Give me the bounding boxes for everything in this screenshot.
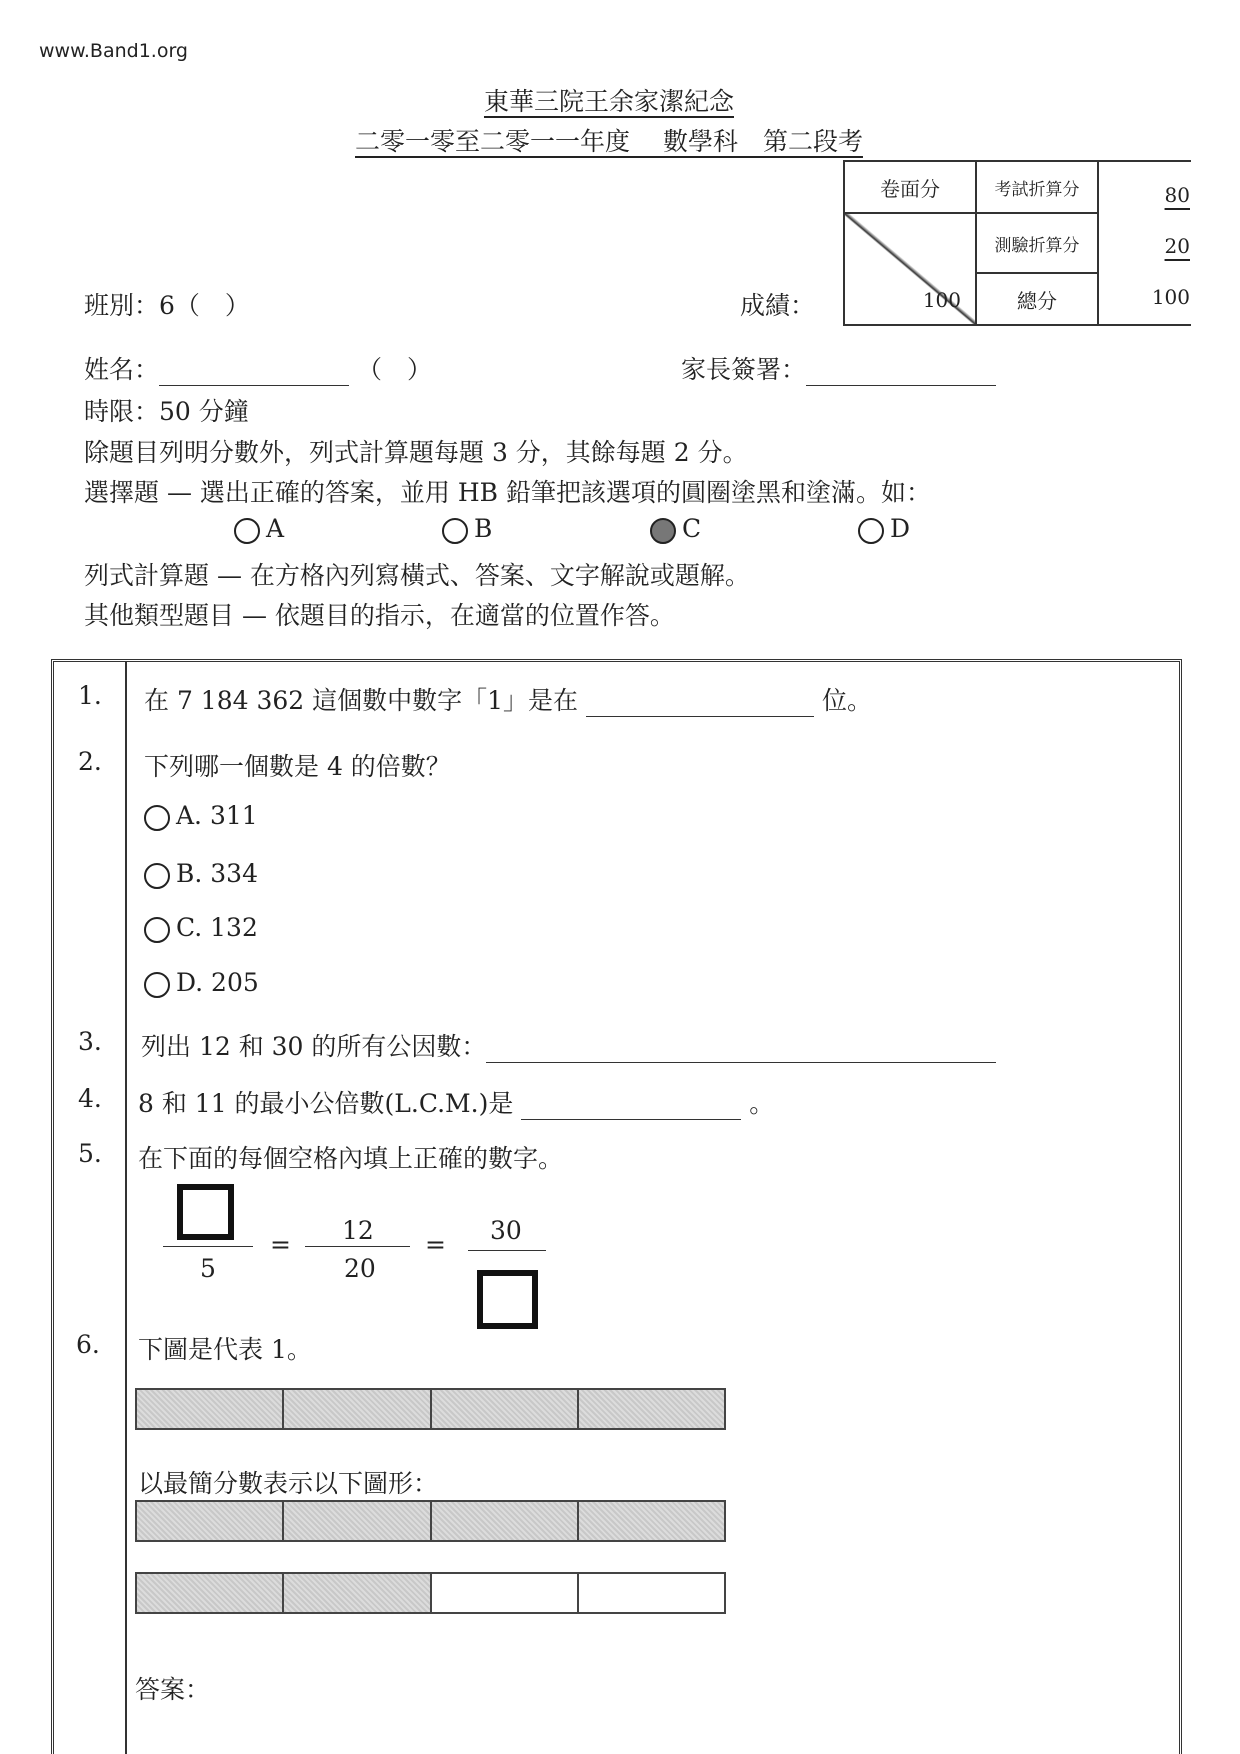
q3-text: 列出 12 和 30 的所有公因數： xyxy=(141,1032,487,1061)
parent-sign-label: 家長簽署： xyxy=(681,355,807,384)
q3-number: 3. xyxy=(78,1027,102,1056)
q3-answer-field[interactable] xyxy=(486,1062,996,1063)
test-converted-label: 測驗折算分 xyxy=(976,213,1098,273)
q2-option-d[interactable]: D. 205 xyxy=(144,968,259,998)
q5-numerator-3: 30 xyxy=(490,1216,522,1245)
q1-number: 1. xyxy=(78,681,102,710)
circle-icon xyxy=(144,972,170,998)
q2-option-c[interactable]: C. 132 xyxy=(144,913,258,943)
fraction-bar xyxy=(305,1246,410,1247)
total-max: 100 xyxy=(1151,285,1190,309)
school-name: 東華三院王余家潔紀念 xyxy=(483,87,734,116)
test-max: 20 xyxy=(1164,234,1190,258)
number-column-divider xyxy=(125,662,127,1754)
q4-number: 4. xyxy=(78,1084,102,1113)
q1-answer-field[interactable] xyxy=(586,716,814,717)
circle-icon xyxy=(144,917,170,943)
q4-suffix: 。 xyxy=(749,1089,775,1118)
instruction-2: 選擇題 — 選出正確的答案，並用 HB 鉛筆把該選項的圓圈塗黑和塗滿。如： xyxy=(84,478,931,507)
circle-icon xyxy=(234,518,260,544)
paper-max: 100 xyxy=(844,213,976,325)
q2-number: 2. xyxy=(78,747,102,776)
fraction-bar xyxy=(163,1246,253,1247)
q2-text: 下列哪一個數是 4 的倍數？ xyxy=(144,752,451,781)
equals-sign: = xyxy=(425,1230,446,1259)
q5-denominator-box[interactable] xyxy=(477,1270,538,1329)
q6-answer-label: 答案： xyxy=(135,1675,211,1704)
fraction-bar xyxy=(468,1250,546,1251)
name-label: 姓名： xyxy=(84,355,160,384)
instruction-3: 列式計算題 — 在方格內列寫橫式、答案、文字解說或題解。 xyxy=(84,561,750,590)
example-c: C xyxy=(650,514,701,544)
parent-sign-field[interactable] xyxy=(806,385,996,386)
instruction-4: 其他類型題目 — 依題目的指示，在適當的位置作答。 xyxy=(84,601,675,630)
example-d: D xyxy=(858,514,910,544)
q2-option-b[interactable]: B. 334 xyxy=(144,859,258,889)
name-field[interactable] xyxy=(159,385,349,386)
circle-icon xyxy=(858,518,884,544)
circle-icon xyxy=(144,863,170,889)
equals-sign: = xyxy=(270,1230,291,1259)
q6-number: 6. xyxy=(76,1330,100,1359)
example-a: A xyxy=(234,514,284,544)
grade-label: 成績： xyxy=(740,291,816,320)
filled-circle-icon xyxy=(650,518,676,544)
q5-text: 在下面的每個空格內填上正確的數字。 xyxy=(138,1144,564,1173)
q6-text-2: 以最簡分數表示以下圖形： xyxy=(138,1469,439,1498)
exam-title: 二零一零至二零一一年度 數學科 第二段考 xyxy=(355,127,863,156)
q2-option-a[interactable]: A. 311 xyxy=(144,801,258,831)
paper-score-label: 卷面分 xyxy=(844,161,976,213)
q6-text: 下圖是代表 1。 xyxy=(138,1335,312,1364)
circle-icon xyxy=(442,518,468,544)
class-number: （ ） xyxy=(356,355,432,384)
total-label: 總分 xyxy=(976,273,1098,325)
q5-denominator-2: 20 xyxy=(344,1254,376,1283)
q4-text: 8 和 11 的最小公倍數(L.C.M.)是 xyxy=(138,1089,514,1118)
q1-text: 在 7 184 362 這個數中數字「1」是在 xyxy=(144,686,579,715)
instruction-1: 除題目列明分數外，列式計算題每題 3 分，其餘每題 2 分。 xyxy=(84,438,748,467)
q5-numerator-2: 12 xyxy=(342,1216,374,1245)
q5-numerator-box[interactable] xyxy=(177,1184,234,1240)
exam-converted-label: 考試折算分 xyxy=(976,161,1098,213)
q4-answer-field[interactable] xyxy=(521,1119,741,1120)
class-label: 班別：6（ ） xyxy=(84,291,250,320)
figure-bar-2 xyxy=(135,1572,726,1614)
q5-denominator-1: 5 xyxy=(200,1254,216,1283)
q5-number: 5. xyxy=(78,1139,102,1168)
time-limit: 時限：50 分鐘 xyxy=(84,397,249,426)
score-table xyxy=(843,160,1191,326)
watermark: www.Band1.org xyxy=(39,40,188,62)
circle-icon xyxy=(144,805,170,831)
exam-max: 80 xyxy=(1164,183,1190,207)
figure-bar-1 xyxy=(135,1500,726,1542)
q1-suffix: 位。 xyxy=(821,686,872,715)
unit-bar xyxy=(135,1388,726,1430)
example-b: B xyxy=(442,514,492,544)
